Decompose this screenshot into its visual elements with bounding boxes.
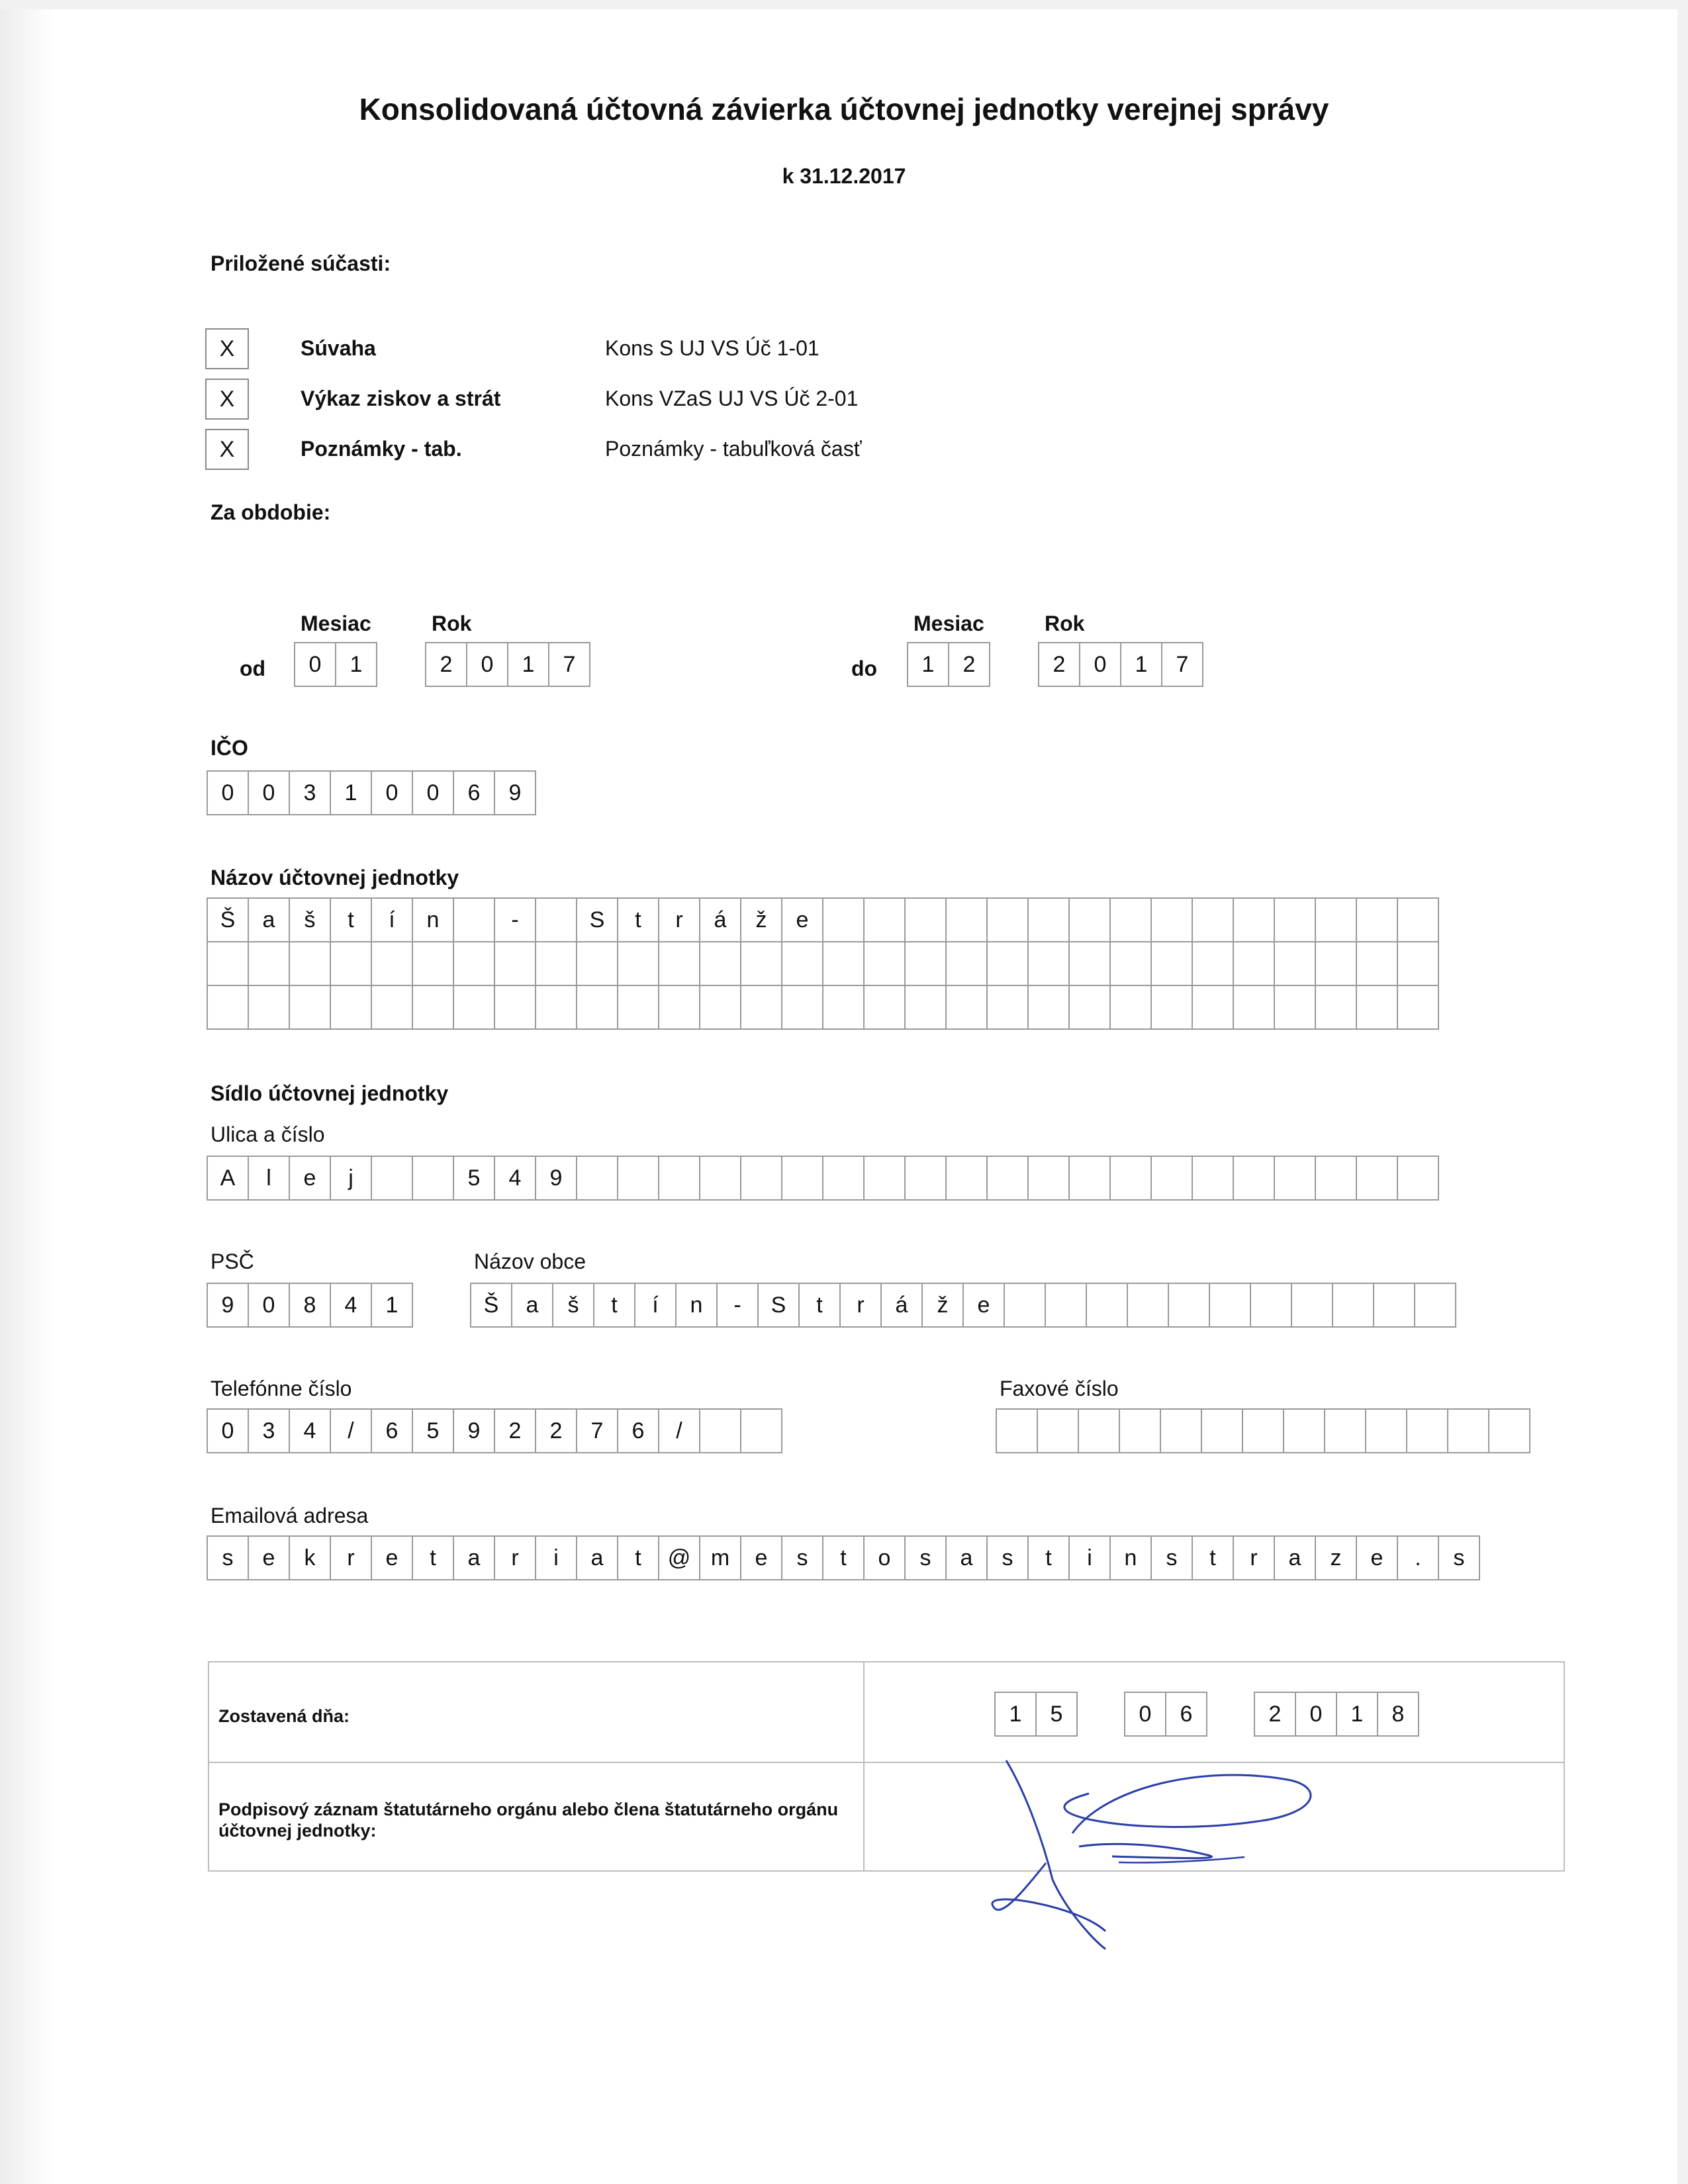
char-box[interactable]: a — [511, 1283, 553, 1328]
char-box[interactable] — [904, 897, 947, 942]
char-box[interactable] — [1027, 941, 1070, 986]
char-box[interactable]: a — [248, 897, 290, 942]
char-box[interactable] — [986, 897, 1029, 942]
char-box[interactable] — [1233, 897, 1275, 942]
char-box[interactable] — [1027, 985, 1070, 1030]
char-box[interactable] — [1109, 1156, 1152, 1201]
to-month-boxes[interactable] — [907, 642, 990, 687]
char-box[interactable]: 5 — [453, 1156, 495, 1201]
char-box[interactable]: t — [617, 897, 659, 942]
char-box[interactable] — [822, 1156, 865, 1201]
char-box[interactable]: 9 — [535, 1156, 577, 1201]
char-box[interactable]: t — [822, 1535, 865, 1580]
char-box[interactable]: - — [716, 1283, 759, 1328]
char-box[interactable] — [1250, 1283, 1292, 1328]
char-box[interactable]: A — [207, 1156, 249, 1201]
char-box[interactable] — [330, 941, 372, 986]
char-box[interactable] — [248, 985, 290, 1030]
psc-label: PSČ — [211, 1250, 254, 1273]
char-box[interactable] — [945, 897, 988, 942]
char-box[interactable] — [986, 1156, 1029, 1201]
char-box[interactable] — [740, 941, 782, 986]
char-box[interactable] — [863, 1156, 906, 1201]
street-boxes[interactable] — [207, 1156, 1439, 1201]
char-box[interactable] — [740, 1156, 782, 1201]
char-box[interactable] — [1315, 1156, 1357, 1201]
compiled-label: Zostavená dňa: — [218, 1706, 350, 1726]
to-month-label: Mesiac — [914, 612, 984, 635]
char-box[interactable] — [617, 941, 659, 986]
char-box[interactable]: 0 — [294, 642, 336, 687]
char-box[interactable] — [1068, 897, 1111, 942]
from-year-boxes[interactable] — [425, 642, 590, 687]
char-box[interactable] — [781, 985, 823, 1030]
char-box[interactable] — [1068, 1156, 1111, 1201]
char-box[interactable]: r — [494, 1535, 536, 1580]
char-box[interactable]: . — [1397, 1535, 1439, 1580]
char-box[interactable] — [1233, 1156, 1275, 1201]
char-box[interactable]: i — [535, 1535, 577, 1580]
char-box[interactable]: í — [634, 1283, 677, 1328]
char-box[interactable] — [535, 985, 577, 1030]
char-box[interactable]: a — [576, 1535, 618, 1580]
char-box[interactable] — [1004, 1283, 1046, 1328]
char-box[interactable]: t — [330, 897, 372, 942]
from-label: od — [240, 657, 266, 680]
char-box[interactable]: 8 — [289, 1283, 331, 1328]
char-box[interactable] — [1356, 941, 1398, 986]
char-box[interactable]: 7 — [576, 1408, 618, 1453]
char-box[interactable] — [1488, 1408, 1530, 1453]
char-box[interactable]: Š — [207, 897, 249, 942]
char-box[interactable]: 7 — [1161, 642, 1203, 687]
char-box[interactable]: 1 — [330, 770, 372, 815]
char-box[interactable]: 2 — [494, 1408, 536, 1453]
char-box[interactable] — [207, 941, 249, 986]
char-box[interactable] — [863, 941, 906, 986]
attachment-checkbox-1[interactable]: X — [205, 328, 249, 369]
email-label: Emailová adresa — [211, 1504, 369, 1527]
char-box[interactable]: 5 — [1035, 1692, 1078, 1737]
compiled-day-boxes[interactable] — [994, 1692, 1078, 1737]
char-box[interactable] — [1397, 1156, 1439, 1201]
char-box[interactable] — [1027, 897, 1070, 942]
char-box[interactable]: 9 — [453, 1408, 495, 1453]
char-box[interactable] — [986, 941, 1029, 986]
char-box[interactable] — [1274, 1156, 1316, 1201]
char-box[interactable] — [1233, 985, 1275, 1030]
attachment-name-2: Výkaz ziskov a strát — [301, 387, 501, 410]
char-box[interactable] — [248, 941, 290, 986]
char-box[interactable] — [494, 985, 536, 1030]
char-box[interactable] — [1109, 985, 1152, 1030]
char-box[interactable]: s — [904, 1535, 947, 1580]
char-box[interactable]: š — [289, 897, 331, 942]
char-box[interactable]: 1 — [1120, 642, 1162, 687]
char-box[interactable] — [1373, 1283, 1415, 1328]
char-box[interactable]: e — [1356, 1535, 1398, 1580]
char-box[interactable] — [289, 985, 331, 1030]
char-box[interactable] — [576, 1156, 618, 1201]
char-box[interactable] — [617, 985, 659, 1030]
char-box[interactable]: 2 — [1038, 642, 1080, 687]
attachment-name-3: Poznámky - tab. — [301, 437, 462, 461]
attachment-code-1: Kons S UJ VS Úč 1-01 — [605, 336, 820, 360]
char-box[interactable]: a — [945, 1535, 988, 1580]
char-box[interactable] — [453, 897, 495, 942]
city-label: Názov obce — [474, 1250, 586, 1273]
char-box[interactable]: 2 — [535, 1408, 577, 1453]
char-box[interactable] — [1150, 941, 1193, 986]
compiled-month-boxes[interactable] — [1124, 1692, 1207, 1737]
attachment-name-1: Súvaha — [301, 336, 376, 360]
char-box[interactable] — [1397, 897, 1439, 942]
handwritten-signature — [980, 1741, 1350, 1966]
char-box[interactable]: r — [839, 1283, 882, 1328]
street-label: Ulica a číslo — [211, 1122, 325, 1146]
char-box[interactable] — [1283, 1408, 1325, 1453]
char-box[interactable] — [863, 897, 906, 942]
char-box[interactable]: 4 — [494, 1156, 536, 1201]
char-box[interactable]: 4 — [289, 1408, 331, 1453]
char-box[interactable] — [576, 985, 618, 1030]
from-month-boxes[interactable] — [294, 642, 377, 687]
char-box[interactable] — [986, 985, 1029, 1030]
char-box[interactable]: 8 — [1377, 1692, 1419, 1737]
char-box[interactable] — [1291, 1283, 1333, 1328]
char-box[interactable]: 1 — [371, 1283, 413, 1328]
period-label: Za obdobie: — [211, 500, 331, 524]
char-box[interactable]: n — [1109, 1535, 1152, 1580]
scan-shadow-top — [0, 0, 1688, 9]
char-box[interactable]: 0 — [248, 1283, 290, 1328]
char-box[interactable]: s — [781, 1535, 823, 1580]
char-box[interactable] — [371, 985, 413, 1030]
char-box[interactable]: 0 — [1079, 642, 1121, 687]
char-box[interactable] — [699, 985, 741, 1030]
attachments-label: Priložené súčasti: — [211, 251, 391, 275]
char-box[interactable]: ž — [740, 897, 782, 942]
char-box[interactable] — [781, 1156, 823, 1201]
char-box[interactable]: 4 — [330, 1283, 372, 1328]
char-box[interactable]: 1 — [1336, 1692, 1378, 1737]
char-box[interactable] — [658, 985, 700, 1030]
char-box[interactable] — [1192, 985, 1234, 1030]
char-box[interactable]: / — [658, 1408, 700, 1453]
char-box[interactable]: 9 — [207, 1283, 249, 1328]
char-box[interactable]: 0 — [1295, 1692, 1337, 1737]
scan-shadow-right — [1677, 0, 1688, 2184]
char-box[interactable] — [1078, 1408, 1120, 1453]
ico-boxes[interactable] — [207, 770, 536, 815]
char-box[interactable]: š — [552, 1283, 594, 1328]
char-box[interactable] — [1315, 985, 1357, 1030]
char-box[interactable]: e — [962, 1283, 1005, 1328]
from-month-label: Mesiac — [301, 612, 371, 635]
scan-shadow — [0, 0, 53, 2184]
char-box[interactable] — [412, 985, 454, 1030]
entity-name-row-2[interactable] — [207, 941, 1439, 986]
char-box[interactable] — [904, 941, 947, 986]
char-box[interactable] — [1324, 1408, 1366, 1453]
char-box[interactable] — [1045, 1283, 1087, 1328]
char-box[interactable] — [1274, 941, 1316, 986]
char-box[interactable]: t — [1192, 1535, 1234, 1580]
char-box[interactable] — [1397, 985, 1439, 1030]
char-box[interactable] — [945, 1156, 988, 1201]
table-divider-vertical — [863, 1662, 865, 1870]
char-box[interactable]: 0 — [207, 1408, 249, 1453]
char-box[interactable]: 0 — [412, 770, 454, 815]
char-box[interactable]: e — [289, 1156, 331, 1201]
char-box[interactable]: 1 — [994, 1692, 1037, 1737]
char-box[interactable] — [699, 941, 741, 986]
char-box[interactable] — [412, 941, 454, 986]
to-label: do — [851, 657, 878, 680]
char-box[interactable]: k — [289, 1535, 331, 1580]
entity-name-row-3[interactable] — [207, 985, 1439, 1030]
char-box[interactable] — [1027, 1156, 1070, 1201]
char-box[interactable] — [699, 1156, 741, 1201]
char-box[interactable]: / — [330, 1408, 372, 1453]
char-box[interactable]: S — [576, 897, 618, 942]
char-box[interactable] — [535, 897, 577, 942]
document-title: Konsolidovaná účtovná závierka účtovnej jednotky verejnej správy — [359, 92, 1329, 126]
char-box[interactable] — [1168, 1283, 1210, 1328]
char-box[interactable]: 0 — [466, 642, 508, 687]
char-box[interactable]: a — [453, 1535, 495, 1580]
char-box[interactable]: m — [699, 1535, 741, 1580]
char-box[interactable]: s — [1438, 1535, 1480, 1580]
entity-name-row-1[interactable] — [207, 897, 1439, 942]
char-box[interactable] — [658, 1156, 700, 1201]
char-box[interactable]: 1 — [335, 642, 377, 687]
char-box[interactable]: t — [798, 1283, 841, 1328]
char-box[interactable] — [1315, 897, 1357, 942]
char-box[interactable]: 5 — [412, 1408, 454, 1453]
char-box[interactable] — [822, 985, 865, 1030]
char-box[interactable] — [863, 985, 906, 1030]
char-box[interactable] — [535, 941, 577, 986]
to-year-boxes[interactable] — [1038, 642, 1203, 687]
char-box[interactable] — [1192, 941, 1234, 986]
char-box[interactable]: @ — [658, 1535, 700, 1580]
char-box[interactable] — [453, 985, 495, 1030]
char-box[interactable] — [1037, 1408, 1079, 1453]
char-box[interactable] — [1356, 897, 1398, 942]
char-box[interactable]: 3 — [248, 1408, 290, 1453]
char-box[interactable]: n — [675, 1283, 718, 1328]
char-box[interactable] — [822, 941, 865, 986]
char-box[interactable] — [822, 897, 865, 942]
char-box[interactable]: r — [1233, 1535, 1275, 1580]
char-box[interactable] — [1406, 1408, 1448, 1453]
email-boxes[interactable] — [207, 1535, 1480, 1580]
char-box[interactable]: á — [880, 1283, 923, 1328]
char-box[interactable]: 0 — [207, 770, 249, 815]
char-box[interactable] — [1160, 1408, 1202, 1453]
char-box[interactable] — [740, 985, 782, 1030]
char-box[interactable] — [1209, 1283, 1251, 1328]
char-box[interactable] — [1315, 941, 1357, 986]
char-box[interactable] — [1109, 941, 1152, 986]
char-box[interactable]: o — [863, 1535, 906, 1580]
entity-name-label: Názov účtovnej jednotky — [211, 866, 459, 889]
char-box[interactable] — [371, 941, 413, 986]
char-box[interactable]: á — [699, 897, 741, 942]
attachment-checkbox-2[interactable]: X — [205, 379, 249, 420]
char-box[interactable] — [1068, 985, 1111, 1030]
char-box[interactable]: s — [1150, 1535, 1193, 1580]
char-box[interactable] — [904, 985, 947, 1030]
char-box[interactable] — [1127, 1283, 1169, 1328]
psc-boxes[interactable] — [207, 1283, 413, 1328]
char-box[interactable]: 6 — [1165, 1692, 1207, 1737]
char-box[interactable]: 6 — [453, 770, 495, 815]
char-box[interactable] — [1447, 1408, 1489, 1453]
phone-label: Telefónne číslo — [211, 1377, 352, 1400]
char-box[interactable]: n — [412, 897, 454, 942]
char-box[interactable] — [1274, 985, 1316, 1030]
char-box[interactable] — [1397, 941, 1439, 986]
char-box[interactable] — [904, 1156, 947, 1201]
char-box[interactable]: t — [617, 1535, 659, 1580]
char-box[interactable]: e — [371, 1535, 413, 1580]
char-box[interactable]: 6 — [371, 1408, 413, 1453]
char-box[interactable]: Š — [470, 1283, 512, 1328]
char-box[interactable]: 7 — [548, 642, 590, 687]
address-section-label: Sídlo účtovnej jednotky — [211, 1081, 449, 1105]
char-box[interactable]: S — [757, 1283, 800, 1328]
char-box[interactable]: r — [658, 897, 700, 942]
char-box[interactable] — [1150, 897, 1193, 942]
char-box[interactable] — [699, 1408, 741, 1453]
char-box[interactable] — [1274, 897, 1316, 942]
compiled-year-boxes[interactable] — [1254, 1692, 1419, 1737]
char-box[interactable] — [945, 985, 988, 1030]
fax-label: Faxové číslo — [1000, 1377, 1119, 1400]
char-box[interactable]: 1 — [507, 642, 549, 687]
char-box[interactable] — [1192, 897, 1234, 942]
char-box[interactable] — [740, 1408, 782, 1453]
char-box[interactable]: r — [330, 1535, 372, 1580]
attachment-code-2: Kons VZaS UJ VS Úč 2-01 — [605, 387, 859, 410]
ico-label: IČO — [211, 736, 248, 760]
char-box[interactable] — [996, 1408, 1038, 1453]
char-box[interactable]: e — [248, 1535, 290, 1580]
char-box[interactable]: i — [1068, 1535, 1111, 1580]
char-box[interactable] — [945, 941, 988, 986]
char-box[interactable] — [1356, 985, 1398, 1030]
city-boxes[interactable] — [470, 1283, 1456, 1328]
table-divider-horizontal — [209, 1762, 1564, 1763]
char-box[interactable] — [576, 941, 618, 986]
char-box[interactable]: í — [371, 897, 413, 942]
char-box[interactable]: z — [1315, 1535, 1357, 1580]
char-box[interactable]: s — [207, 1535, 249, 1580]
to-year-label: Rok — [1045, 612, 1085, 635]
char-box[interactable] — [1150, 1156, 1193, 1201]
char-box[interactable]: s — [986, 1535, 1029, 1580]
char-box[interactable] — [1242, 1408, 1284, 1453]
char-box[interactable]: 3 — [289, 770, 331, 815]
phone-boxes[interactable] — [207, 1408, 782, 1453]
attachment-code-3: Poznámky - tabuľková časť — [605, 437, 862, 461]
char-box[interactable] — [658, 941, 700, 986]
char-box[interactable]: j — [330, 1156, 372, 1201]
char-box[interactable]: ž — [921, 1283, 964, 1328]
char-box[interactable] — [330, 985, 372, 1030]
char-box[interactable] — [494, 941, 536, 986]
char-box[interactable] — [289, 941, 331, 986]
report-date: k 31.12.2017 — [782, 164, 906, 188]
char-box[interactable] — [1356, 1156, 1398, 1201]
char-box[interactable]: t — [1027, 1535, 1070, 1580]
char-box[interactable] — [1068, 941, 1111, 986]
char-box[interactable]: 0 — [1124, 1692, 1166, 1737]
char-box[interactable]: - — [494, 897, 536, 942]
char-box[interactable] — [781, 941, 823, 986]
char-box[interactable] — [1109, 897, 1152, 942]
char-box[interactable]: 0 — [248, 770, 290, 815]
char-box[interactable] — [1332, 1283, 1374, 1328]
char-box[interactable] — [1086, 1283, 1128, 1328]
char-box[interactable]: 0 — [371, 770, 413, 815]
char-box[interactable]: t — [593, 1283, 635, 1328]
char-box[interactable] — [207, 985, 249, 1030]
char-box[interactable]: 9 — [494, 770, 536, 815]
char-box[interactable] — [1150, 985, 1193, 1030]
char-box[interactable]: 6 — [617, 1408, 659, 1453]
char-box[interactable]: 2 — [1254, 1692, 1296, 1737]
char-box[interactable]: t — [412, 1535, 454, 1580]
char-box[interactable] — [1414, 1283, 1456, 1328]
char-box[interactable] — [1365, 1408, 1407, 1453]
signature-label: Podpisový záznam štatutárneho orgánu alebo člena štatutárneho orgánu účtovnej jednotky: — [218, 1799, 839, 1841]
char-box[interactable]: l — [248, 1156, 290, 1201]
char-box[interactable]: 2 — [948, 642, 990, 687]
from-year-label: Rok — [432, 612, 472, 635]
char-box[interactable] — [1192, 1156, 1234, 1201]
char-box[interactable]: e — [781, 897, 823, 942]
char-box[interactable]: 2 — [425, 642, 467, 687]
attachment-checkbox-3[interactable]: X — [205, 429, 249, 470]
char-box[interactable] — [412, 1156, 454, 1201]
char-box[interactable]: a — [1274, 1535, 1316, 1580]
char-box[interactable] — [453, 941, 495, 986]
char-box[interactable] — [617, 1156, 659, 1201]
fax-boxes[interactable] — [996, 1408, 1530, 1453]
char-box[interactable] — [1201, 1408, 1243, 1453]
char-box[interactable]: e — [740, 1535, 782, 1580]
char-box[interactable] — [1233, 941, 1275, 986]
char-box[interactable] — [371, 1156, 413, 1201]
char-box[interactable] — [1119, 1408, 1161, 1453]
char-box[interactable]: 1 — [907, 642, 949, 687]
